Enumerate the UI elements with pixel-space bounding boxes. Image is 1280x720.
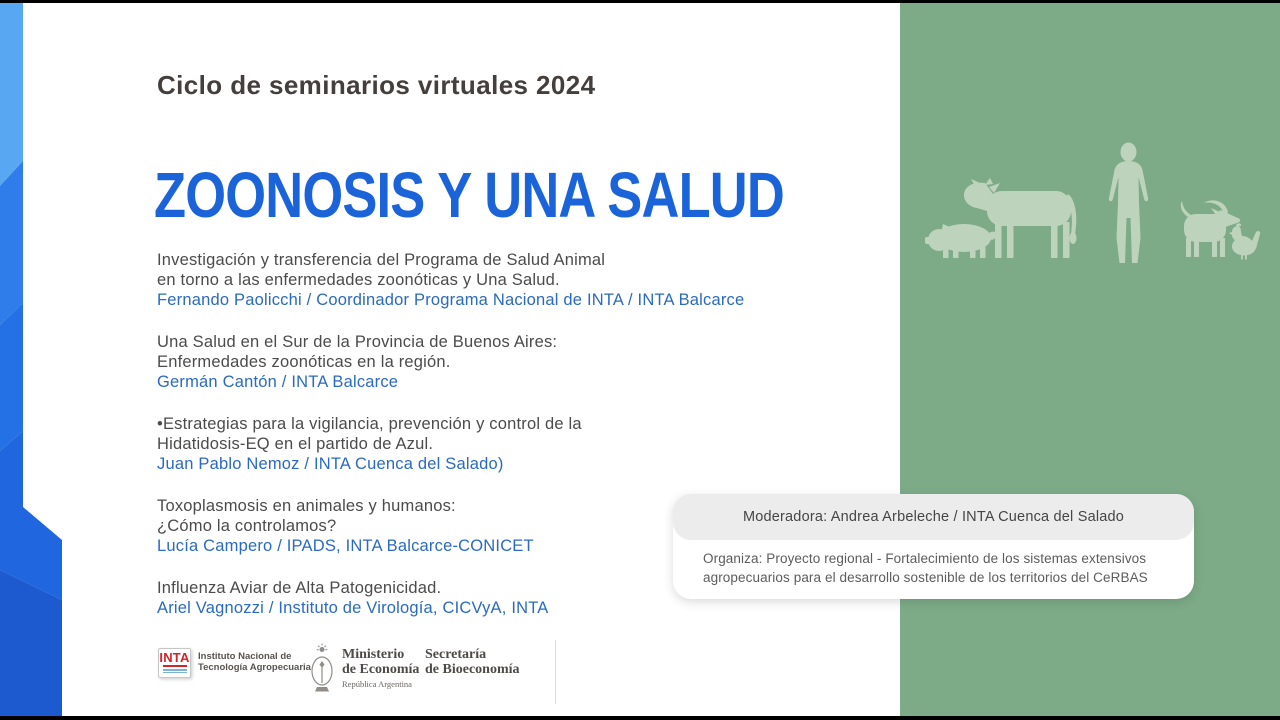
ministry-logo-text [342,647,419,689]
talk-speaker: Juan Pablo Nemoz / INTA Cuenca del Salado) [157,455,504,473]
ministry-line: de Economía [342,662,420,677]
footer-divider [555,640,556,704]
inta-name-line: Instituto Nacional de [198,651,292,662]
ministry-subline: República Argentina [342,679,412,689]
talk-speaker: Ariel Vagnozzi / Instituto de Virología, CICVyA, INTA [157,599,549,617]
animal-silhouettes-illustration [920,138,1270,273]
inta-logo-stripe-blue-thin [163,672,187,673]
moderator-pill [673,494,1194,540]
talk-title-line: Hidatidosis-EQ en el partido de Azul. [157,435,434,453]
talk-title-line: Investigación y transferencia del Programa de Salud Animal [157,251,606,269]
moderator-label: Moderadora: Andrea Arbeleche / INTA Cuenca del Salado [742,509,1125,525]
goat-icon [1181,200,1240,257]
blue-band-decoration [0,3,62,716]
secretary-line: Secretaría [425,647,487,662]
moderator-card [673,494,1194,599]
program-item [157,250,807,310]
inta-logo-stripe-red [163,665,187,667]
page-title: ZOONOSIS Y UNA SALUD [154,159,784,231]
talk-title-line: Toxoplasmosis en animales y humanos: [157,497,456,515]
inta-acronym: INTA [159,650,190,665]
ministry-line: Ministerio [342,647,405,662]
secretary-line: de Bioeconomía [425,662,520,677]
hen-icon [1229,223,1260,259]
talk-title-line: Enfermedades zoonóticas en la región. [157,353,451,371]
inta-name-line: Tecnología Agropecuaria [198,662,311,673]
talk-title-line: ¿Cómo la controlamos? [157,517,337,535]
pig-icon [925,224,996,258]
talk-title-line: Una Salud en el Sur de la Provincia de Buenos Aires: [157,333,558,351]
organizer-line: agropecuarios para el desarrollo sostenible de los territorios del CeRBAS [703,569,1148,585]
talk-title-line: •Estrategias para la vigilancia, prevención y control de la [157,415,582,433]
organizer-text [703,550,1148,587]
program-item [157,414,807,474]
series-heading: Ciclo de seminarios virtuales 2024 [157,70,596,100]
green-panel [900,3,1280,716]
inta-logo-stripe-blue [163,669,187,671]
human-icon [1109,143,1148,264]
letterbox-bottom [0,716,1280,720]
organizer-line: Organiza: Proyecto regional - Fortalecimiento de los sistemas extensivos [703,551,1147,566]
program-item [157,332,807,392]
talk-speaker: Fernando Paolicchi / Coordinador Programa Nacional de INTA / INTA Balcarce [157,291,745,309]
secretary-logo-text [425,647,520,677]
inta-name [198,651,311,673]
talk-title-line: Influenza Aviar de Alta Patogenicidad. [157,579,442,597]
talk-speaker: Lucía Campero / IPADS, INTA Balcarce-CONICET [157,537,534,555]
argentina-coat-of-arms-icon [309,643,335,695]
talk-title-line: en torno a las enfermedades zoonóticas y Una Salud. [157,271,560,289]
talk-speaker: Germán Cantón / INTA Balcarce [157,373,399,391]
inta-logo [158,648,191,678]
